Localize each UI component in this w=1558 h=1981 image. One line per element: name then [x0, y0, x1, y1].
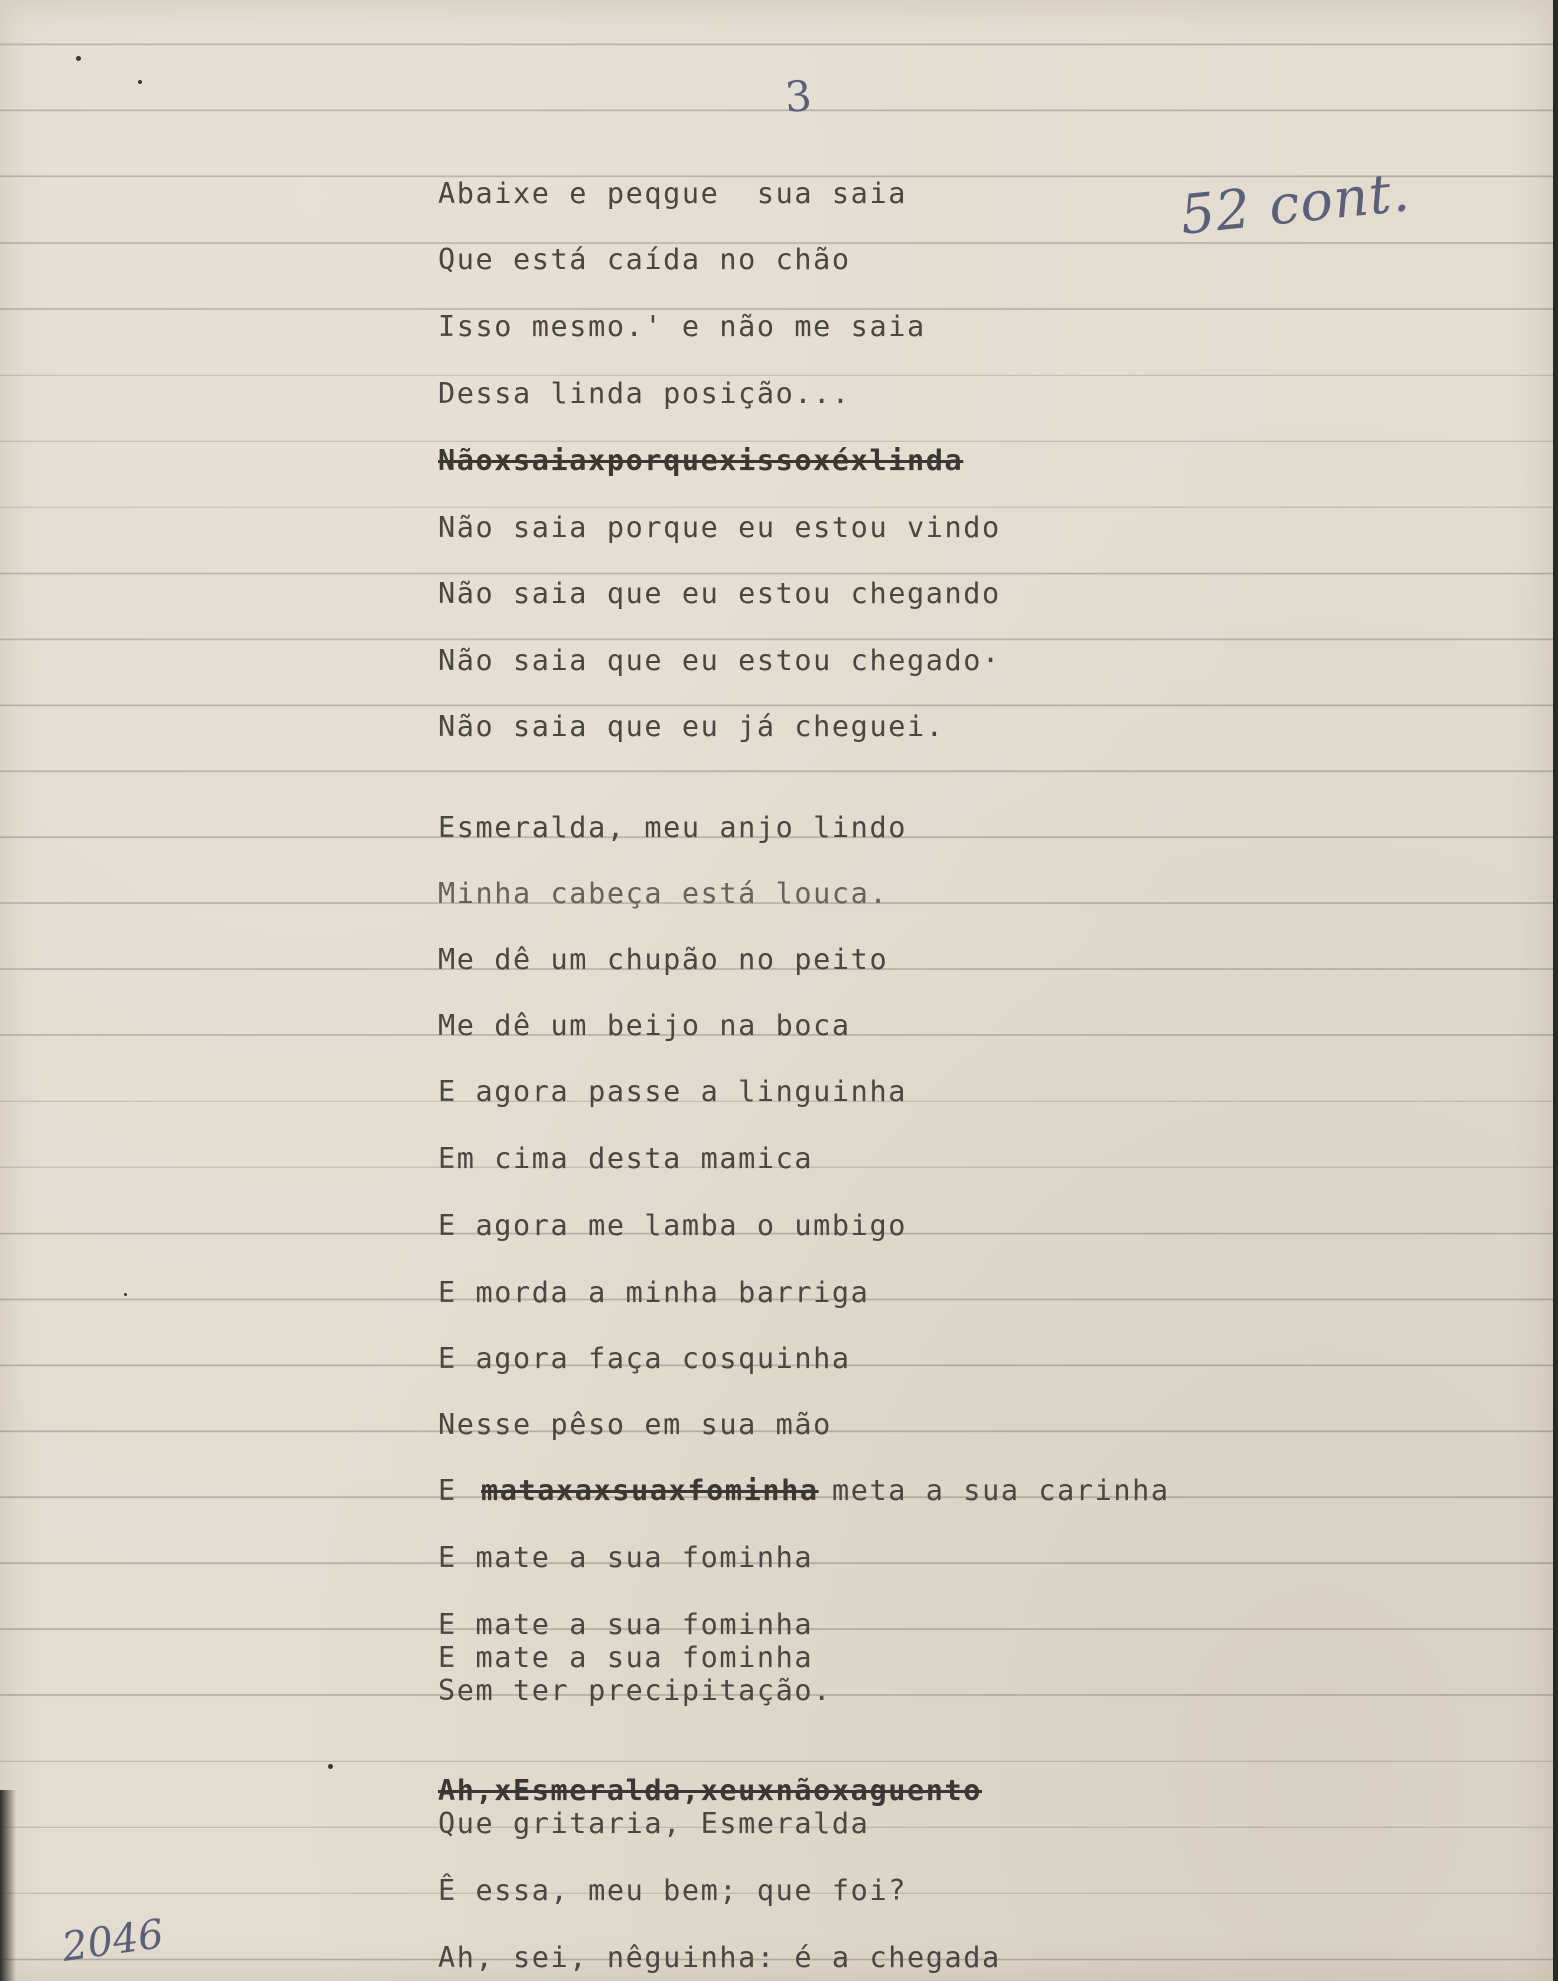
poem-line: Esmeralda, meu anjo lindo	[438, 811, 907, 844]
page-edge	[1553, 0, 1558, 1981]
poem-line: Que gritaria, Esmeralda	[438, 1807, 870, 1840]
poem-line: E mate a sua fominha	[438, 1608, 814, 1641]
paper-speck	[76, 56, 81, 61]
poem-line: E mate a sua fominha	[438, 1641, 814, 1674]
struck-out-words: mataxaxsuaxfominha	[481, 1474, 819, 1507]
archive-pencil-mark: 2046	[59, 1911, 167, 1971]
poem-line-correction: meta a sua carinha	[832, 1474, 1170, 1507]
paper-speck	[138, 80, 142, 84]
poem-line: Nesse pêso em sua mão	[438, 1408, 832, 1441]
poem-line: E morda a minha barriga	[438, 1276, 870, 1309]
page-number: 3	[783, 71, 814, 122]
poem-line: Ê essa, meu bem; que foi?	[438, 1874, 907, 1907]
poem-line: Que está caída no chão	[438, 243, 851, 276]
page-edge	[0, 1790, 16, 1981]
poem-line: Me dê um chupão no peito	[438, 943, 889, 976]
poem-line: Me dê um beijo na boca	[438, 1009, 851, 1042]
poem-line: E agora passe a linguinha	[438, 1075, 907, 1108]
poem-line: E mate a sua fominha	[438, 1541, 814, 1574]
poem-line: Dessa linda posição...	[438, 377, 851, 410]
poem-line: Abaixe e peqgue sua saia	[438, 177, 907, 210]
poem-line: E agora faça cosquinha	[438, 1342, 851, 1375]
poem-line: Não saia que eu estou chegado·	[438, 644, 1001, 677]
handwritten-margin-note: 52 cont.	[1177, 160, 1413, 247]
poem-line: Não saia porque eu estou vindo	[438, 511, 1001, 544]
poem-line: Ah, sei, nêguinha: é a chegada	[438, 1941, 1001, 1974]
poem-line-start: E	[438, 1474, 457, 1507]
poem-line: Não saia que eu já cheguei.	[438, 710, 945, 743]
poem-line: Isso mesmo.' e não me saia	[438, 310, 926, 343]
poem-line: Sem ter precipitação.	[438, 1674, 832, 1707]
poem-line: E agora me lamba o umbigo	[438, 1209, 907, 1242]
paper-speck	[328, 1764, 333, 1769]
poem-line: Minha cabeça está louca.	[438, 877, 889, 910]
poem-line: Em cima desta mamica	[438, 1142, 814, 1175]
struck-out-line: Ah,xEsmeralda,xeuxnãoxaguento	[438, 1774, 982, 1807]
struck-out-line: Nãoxsaiaxporquexissoxéxlinda	[438, 444, 964, 477]
paper-speck	[124, 1293, 127, 1296]
poem-line: Não saia que eu estou chegando	[438, 577, 1001, 610]
